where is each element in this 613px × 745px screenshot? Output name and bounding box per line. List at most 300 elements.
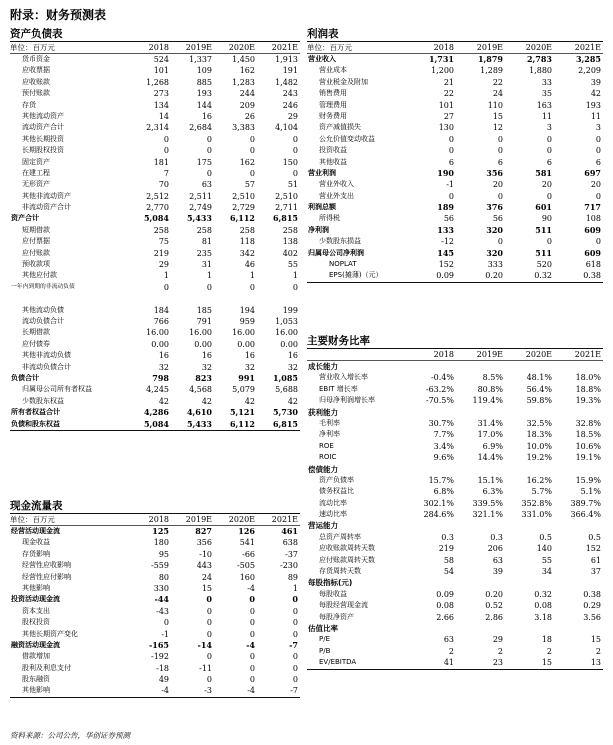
value-cell: 17.0% xyxy=(477,430,503,440)
value-cell: 2 xyxy=(546,646,552,656)
section-label: 估值比率 xyxy=(308,623,338,633)
row-label: 应收账款周转天数 xyxy=(319,544,375,553)
table-row xyxy=(307,566,603,577)
row-label: NOPLAT xyxy=(329,260,357,269)
section-header-row xyxy=(307,623,603,634)
balance-sheet-rows xyxy=(10,54,300,430)
value-cell: 2,711 xyxy=(275,203,298,213)
table-row xyxy=(10,111,300,122)
value-cell: 21 xyxy=(443,77,454,87)
value-cell: -0.4% xyxy=(430,373,454,383)
value-cell: 81 xyxy=(201,237,212,247)
table-row xyxy=(307,543,603,554)
value-cell: -10 xyxy=(199,549,212,559)
table-row xyxy=(307,384,603,395)
table-row xyxy=(10,606,300,617)
section-label: 获利能力 xyxy=(308,407,338,417)
value-cell: 14 xyxy=(158,111,169,121)
row-label: 投资活动现金流 xyxy=(11,595,60,604)
value-cell: -505 xyxy=(237,561,255,571)
value-cell: 140 xyxy=(536,544,552,554)
value-cell: 2.66 xyxy=(436,612,454,622)
year-header: 2021E xyxy=(574,43,601,52)
value-cell: 209 xyxy=(239,100,255,110)
value-cell: 511 xyxy=(535,224,552,235)
value-cell: 0.38 xyxy=(583,271,601,281)
table-row xyxy=(307,259,603,270)
table-row xyxy=(10,179,300,190)
value-cell: 32.8% xyxy=(575,418,601,428)
value-cell: 511 xyxy=(535,247,552,258)
value-cell: 51 xyxy=(287,180,298,190)
value-cell: 0.08 xyxy=(436,601,454,611)
value-cell: -18 xyxy=(156,663,169,673)
financial-ratios-rows xyxy=(307,361,603,669)
value-cell: 56.4% xyxy=(526,384,552,394)
value-cell: 16 xyxy=(201,111,212,121)
value-cell: 35 xyxy=(541,89,552,99)
value-cell: 49 xyxy=(158,675,169,685)
value-cell: 130 xyxy=(438,123,454,133)
value-cell: 133 xyxy=(437,224,454,235)
value-cell: 402 xyxy=(282,248,298,258)
financial-ratios-header xyxy=(307,349,603,361)
row-label: 资本支出 xyxy=(22,606,50,615)
row-label: 速动比率 xyxy=(319,510,347,519)
row-label: 每股收益 xyxy=(319,589,347,598)
year-header: 2021E xyxy=(271,515,298,524)
value-cell: 54 xyxy=(443,567,454,577)
value-cell: 0.38 xyxy=(583,589,601,599)
row-label: EPS(摊薄)（元） xyxy=(329,271,383,280)
year-header: 2019E xyxy=(185,43,212,52)
value-cell: 3 xyxy=(595,123,601,133)
value-cell: 333 xyxy=(487,260,503,270)
value-cell: 0 xyxy=(206,606,212,616)
value-cell: -7 xyxy=(289,639,298,650)
row-label: 营业税金及附加 xyxy=(319,77,368,86)
value-cell: 0.20 xyxy=(485,271,503,281)
value-cell: 145 xyxy=(437,247,454,258)
value-cell: 1,913 xyxy=(275,55,298,64)
value-cell: 29 xyxy=(287,111,298,121)
table-row xyxy=(307,145,603,156)
row-label: 每股净资产 xyxy=(319,612,354,621)
value-cell: 0 xyxy=(546,134,552,144)
table-row xyxy=(10,316,300,327)
value-cell: 219 xyxy=(438,544,454,554)
value-cell: 0 xyxy=(206,629,212,639)
value-cell: 152 xyxy=(438,260,454,270)
table-row xyxy=(307,179,603,190)
value-cell: 10.0% xyxy=(526,441,552,451)
row-label: 归属母公司净利润 xyxy=(308,248,364,257)
row-label: 其他收益 xyxy=(319,157,347,166)
value-cell: 70 xyxy=(158,180,169,190)
table-row xyxy=(10,77,300,88)
value-cell: 0 xyxy=(249,675,255,685)
value-cell: 15.9% xyxy=(575,475,601,485)
value-cell: 766 xyxy=(153,316,169,326)
value-cell: 0 xyxy=(292,168,298,178)
row-label: 所得税 xyxy=(319,214,340,223)
row-label: 其他长期投资 xyxy=(22,134,64,143)
row-label: 负债合计 xyxy=(11,373,39,382)
value-cell: 246 xyxy=(282,100,298,110)
value-cell: 1,731 xyxy=(428,54,454,64)
value-cell: 0 xyxy=(595,146,601,156)
income-statement-header xyxy=(307,42,603,54)
table-row xyxy=(307,202,603,213)
value-cell: -230 xyxy=(280,561,298,571)
table-row xyxy=(10,259,300,270)
value-cell: 0.20 xyxy=(485,589,503,599)
row-label: 非流动资产合计 xyxy=(22,203,71,212)
row-label: 公允价值变动收益 xyxy=(319,134,375,143)
value-cell: 162 xyxy=(239,66,255,76)
table-row xyxy=(10,629,300,640)
value-cell: -192 xyxy=(151,652,169,662)
value-cell: 0.00 xyxy=(280,339,298,349)
table-row xyxy=(307,111,603,122)
value-cell: 101 xyxy=(153,66,169,76)
value-cell: 0 xyxy=(497,146,503,156)
row-label: 其他影响 xyxy=(22,583,50,592)
value-cell: 6 xyxy=(595,157,601,167)
value-cell: 0 xyxy=(448,191,454,201)
value-cell: 0 xyxy=(163,618,169,628)
table-row xyxy=(10,191,300,202)
value-cell: 461 xyxy=(281,526,298,536)
value-cell: -12 xyxy=(441,237,454,247)
table-row xyxy=(10,248,300,259)
value-cell: 243 xyxy=(282,89,298,99)
value-cell: 443 xyxy=(196,561,212,571)
value-cell: -70.5% xyxy=(425,396,454,406)
row-label: 利润总额 xyxy=(308,203,336,212)
table-row xyxy=(10,674,300,685)
value-cell: 0 xyxy=(292,629,298,639)
value-cell: 6,112 xyxy=(229,213,255,224)
value-cell: 18.8% xyxy=(575,384,601,394)
value-cell: 0 xyxy=(249,618,255,628)
value-cell: 1,053 xyxy=(275,316,298,326)
value-cell: 32 xyxy=(201,362,212,372)
value-cell: -11 xyxy=(199,663,212,673)
table-row xyxy=(307,236,603,247)
value-cell: 32.5% xyxy=(526,418,552,428)
table-row xyxy=(307,646,603,657)
value-cell: 0 xyxy=(595,191,601,201)
row-label: 营业收入 xyxy=(308,55,336,63)
value-cell: 42 xyxy=(158,396,169,406)
value-cell: 2,684 xyxy=(189,123,212,133)
table-row xyxy=(307,657,603,668)
table-row xyxy=(10,537,300,548)
value-cell: 1,085 xyxy=(272,372,298,383)
value-cell: 0.00 xyxy=(151,339,169,349)
section-header-row xyxy=(307,464,603,475)
value-cell: 3 xyxy=(546,123,552,133)
row-label: 少数股东权益 xyxy=(22,396,64,405)
value-cell: 194 xyxy=(239,305,255,315)
value-cell: 18.5% xyxy=(575,430,601,440)
row-label: 归母净利润增长率 xyxy=(319,396,375,405)
value-cell: 0.5 xyxy=(539,532,552,542)
value-cell: 2,511 xyxy=(189,191,212,201)
value-cell: 0.32 xyxy=(534,589,552,599)
value-cell: 152 xyxy=(585,544,601,554)
value-cell: -37 xyxy=(285,549,298,559)
value-cell: 48.1% xyxy=(526,373,552,383)
value-cell: 4,568 xyxy=(189,385,212,395)
table-row xyxy=(307,225,603,236)
value-cell: 0 xyxy=(595,237,601,247)
value-cell: -43 xyxy=(156,606,169,616)
row-label: EBIT 增长率 xyxy=(319,384,358,393)
value-cell: -66 xyxy=(242,549,255,559)
value-cell: 3.56 xyxy=(583,612,601,622)
table-row xyxy=(10,213,300,224)
value-cell: 798 xyxy=(152,372,169,383)
value-cell: 19.3% xyxy=(575,396,601,406)
value-cell: 0 xyxy=(292,282,298,292)
table-row xyxy=(307,555,603,566)
value-cell: 0 xyxy=(249,663,255,673)
table-row xyxy=(10,583,300,594)
value-cell: 7 xyxy=(163,168,169,178)
row-label: 其他流动资产 xyxy=(22,111,64,120)
row-label: 流动比率 xyxy=(319,498,347,507)
income-statement-rows xyxy=(307,54,603,282)
income-statement-title: 利润表 xyxy=(307,27,603,42)
value-cell: 42 xyxy=(287,396,298,406)
row-label: 营业利润 xyxy=(308,168,336,177)
year-header: 2019E xyxy=(185,515,212,524)
value-cell: 0 xyxy=(497,191,503,201)
table-row xyxy=(307,191,603,202)
value-cell: 41 xyxy=(443,658,454,668)
table-row xyxy=(10,572,300,583)
value-cell: 27 xyxy=(443,111,454,121)
financial-ratios-title: 主要财务比率 xyxy=(307,334,603,349)
row-label: 长期股权投资 xyxy=(22,146,64,155)
value-cell: -165 xyxy=(148,639,169,650)
cash-flow-title: 现金流量表 xyxy=(10,499,300,514)
table-row xyxy=(10,419,300,430)
cash-flow-rows xyxy=(10,526,300,697)
row-label: 每股经营现金流 xyxy=(319,601,368,610)
value-cell: 320 xyxy=(486,224,503,235)
value-cell: 16 xyxy=(201,351,212,361)
value-cell: 19.2% xyxy=(526,453,552,463)
value-cell: 2,729 xyxy=(232,203,255,213)
value-cell: 244 xyxy=(239,89,255,99)
value-cell: 1 xyxy=(292,271,298,281)
value-cell: 791 xyxy=(196,316,212,326)
value-cell: 0.3 xyxy=(441,532,454,542)
value-cell: 284.6% xyxy=(423,510,454,520)
row-label: 流动负债合计 xyxy=(22,316,64,325)
table-row xyxy=(307,452,603,463)
value-cell: 80.8% xyxy=(477,384,503,394)
table-row xyxy=(307,532,603,543)
value-cell: 1,879 xyxy=(477,54,503,64)
value-cell: 24 xyxy=(201,572,212,582)
value-cell: 34 xyxy=(541,567,552,577)
value-cell: 26 xyxy=(244,111,255,121)
value-cell: 520 xyxy=(536,260,552,270)
value-cell: 163 xyxy=(536,100,552,110)
table-row xyxy=(10,293,300,304)
value-cell: 11 xyxy=(541,111,552,121)
value-cell: 0 xyxy=(448,146,454,156)
row-label: 净利率 xyxy=(319,430,340,439)
value-cell: 618 xyxy=(585,260,601,270)
value-cell: 42 xyxy=(244,396,255,406)
value-cell: 2 xyxy=(448,646,454,656)
value-cell: 0 xyxy=(206,594,212,605)
value-cell: 20 xyxy=(541,180,552,190)
value-cell: 138 xyxy=(282,237,298,247)
row-label: 融资活动现金流 xyxy=(11,640,60,649)
value-cell: 5,688 xyxy=(275,385,298,395)
table-row xyxy=(10,651,300,662)
value-cell: 0 xyxy=(292,146,298,156)
income-statement-table xyxy=(307,27,603,283)
value-cell: 15 xyxy=(590,635,601,645)
value-cell: 1,482 xyxy=(275,77,298,87)
section-label: 每股指标(元) xyxy=(308,578,353,588)
row-label: 营业外支出 xyxy=(319,191,354,200)
value-cell: 356 xyxy=(486,167,503,178)
value-cell: 959 xyxy=(239,316,255,326)
value-cell: 235 xyxy=(196,248,212,258)
value-cell: 352.8% xyxy=(521,498,552,508)
value-cell: 0.00 xyxy=(237,339,255,349)
value-cell: 1,283 xyxy=(232,77,255,87)
value-cell: 20 xyxy=(492,180,503,190)
value-cell: 0 xyxy=(163,146,169,156)
value-cell: 126 xyxy=(238,526,255,536)
row-label: 预收款项 xyxy=(22,260,50,269)
value-cell: 109 xyxy=(196,66,212,76)
row-label: 投资收益 xyxy=(319,146,347,155)
table-row xyxy=(10,350,300,361)
row-label: 应收账款 xyxy=(22,77,50,86)
value-cell: 0 xyxy=(249,594,255,605)
row-label: 应付债券 xyxy=(22,339,50,348)
value-cell: 6.8% xyxy=(433,487,454,497)
value-cell: 6 xyxy=(448,157,454,167)
value-cell: 339.5% xyxy=(472,498,503,508)
table-row xyxy=(307,77,603,88)
table-row xyxy=(307,589,603,600)
value-cell: 0.52 xyxy=(485,601,503,611)
value-cell: 110 xyxy=(487,100,503,110)
value-cell: 63 xyxy=(201,180,212,190)
value-cell: 193 xyxy=(585,100,601,110)
section-header-row xyxy=(307,361,603,372)
value-cell: 18.0% xyxy=(575,373,601,383)
value-cell: 63 xyxy=(492,555,503,565)
value-cell: 0.00 xyxy=(194,339,212,349)
value-cell: 1,289 xyxy=(480,66,503,76)
value-cell: 134 xyxy=(153,100,169,110)
value-cell: 2,783 xyxy=(526,54,552,64)
table-row xyxy=(307,65,603,76)
value-cell: 39 xyxy=(590,77,601,87)
value-cell: 181 xyxy=(153,157,169,167)
table-row xyxy=(307,634,603,645)
year-header: 2020E xyxy=(525,43,552,52)
value-cell: 90 xyxy=(541,214,552,224)
table-row xyxy=(10,100,300,111)
value-cell: 119.4% xyxy=(472,396,503,406)
row-label: 其他应付款 xyxy=(22,271,57,280)
table-row xyxy=(10,65,300,76)
row-label: 其他影响 xyxy=(22,686,50,695)
row-label: 现金收益 xyxy=(22,538,50,547)
value-cell: 258 xyxy=(153,225,169,235)
row-label: 其他非流动资产 xyxy=(22,191,71,200)
table-row xyxy=(10,594,300,605)
value-cell: 330 xyxy=(153,583,169,593)
table-row xyxy=(307,509,603,520)
table-row xyxy=(307,54,603,65)
value-cell xyxy=(214,293,257,304)
value-cell: 14.4% xyxy=(477,453,503,463)
cash-flow-table xyxy=(10,499,300,698)
value-cell: 0.5 xyxy=(588,532,601,542)
value-cell: 1,450 xyxy=(232,55,255,64)
row-label: EV/EBITDA xyxy=(319,658,357,667)
value-cell: 2,314 xyxy=(146,123,169,133)
value-cell: 46 xyxy=(244,260,255,270)
value-cell: 16.00 xyxy=(146,328,169,338)
row-label: 存货 xyxy=(22,100,36,109)
table-row xyxy=(10,663,300,674)
value-cell: 0.09 xyxy=(436,271,454,281)
value-cell: -4 xyxy=(246,639,255,650)
row-label: 应付账款 xyxy=(22,248,50,257)
value-cell: 3.18 xyxy=(534,612,552,622)
value-cell: 3,383 xyxy=(232,123,255,133)
value-cell: 885 xyxy=(196,77,212,87)
row-label: 应付票据 xyxy=(22,237,50,246)
row-label: 存货周转天数 xyxy=(319,567,361,576)
row-label: 股利及利息支付 xyxy=(22,663,71,672)
table-row xyxy=(10,305,300,316)
value-cell: 0 xyxy=(249,168,255,178)
table-row xyxy=(10,225,300,236)
value-cell: 0 xyxy=(292,594,298,605)
row-label: 预付账款 xyxy=(22,89,50,98)
value-cell: 6,815 xyxy=(272,213,298,224)
section-header-row xyxy=(307,407,603,418)
unit-label: 单位：百万元 xyxy=(10,43,55,52)
table-row xyxy=(10,202,300,213)
value-cell: 376 xyxy=(486,202,503,213)
table-row xyxy=(10,122,300,133)
value-cell: 331.0% xyxy=(521,510,552,520)
row-label xyxy=(10,293,128,304)
table-row xyxy=(10,396,300,407)
financial-ratios-table xyxy=(307,334,603,670)
value-cell: 1 xyxy=(292,583,298,593)
value-cell: 16.00 xyxy=(189,328,212,338)
table-row xyxy=(307,475,603,486)
